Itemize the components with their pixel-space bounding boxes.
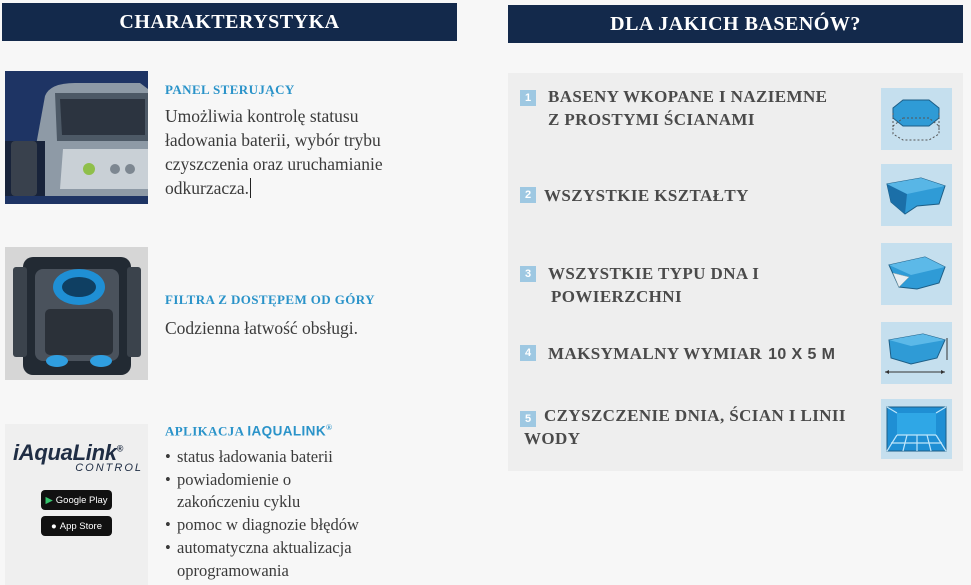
pool-label-bottom-types: WSZYSTKIE TYPU DNA I POWIERZCHNI — [548, 264, 760, 306]
apple-icon: ● — [51, 520, 57, 532]
freeform-pool-icon — [881, 164, 952, 226]
pool-number-badge: 2 — [520, 187, 536, 203]
pool-label-max-size: MAKSYMALNY WYMIAR 10 X 5 M — [548, 344, 836, 363]
feature-title-control-panel: PANEL STERUJĄCY — [165, 82, 295, 97]
dimension-pool-icon — [881, 322, 952, 384]
iaqualink-app-image — [5, 424, 148, 585]
google-play-badge[interactable]: ▶ Google Play — [41, 490, 112, 510]
pool-types-header: DLA JAKICH BASENÓW? — [508, 5, 963, 43]
feature-text-control-panel: Umożliwia kontrolę statusu ładowania baterii, wybór trybu czyszczenia oraz uruchamianie odkurzacza. — [165, 106, 383, 198]
play-icon: ▶ — [45, 494, 53, 506]
pool-label-all-shapes: WSZYSTKIE KSZTAŁTY — [544, 186, 749, 205]
list-item: • pomoc w diagnozie błędów — [165, 514, 359, 537]
app-store-badge[interactable]: ● App Store — [41, 516, 112, 536]
pool-number-badge: 1 — [520, 90, 536, 106]
control-panel-image — [5, 71, 148, 204]
list-item: • powiadomienie o — [165, 469, 359, 492]
octagon-pool-icon — [881, 88, 952, 150]
pool-number-badge: 3 — [520, 266, 536, 282]
pool-number-badge: 5 — [520, 411, 536, 427]
list-item-continuation: oprogramowania — [177, 560, 289, 580]
list-item: • automatyczna aktualizacja — [165, 537, 359, 560]
app-features-list — [165, 446, 359, 582]
text-cursor — [250, 178, 251, 198]
list-item: • status ładowania baterii — [165, 446, 359, 469]
sloped-bottom-pool-icon — [881, 243, 952, 305]
characteristics-header: CHARAKTERYSTYKA — [2, 3, 457, 41]
feature-title-filter: FILTRA Z DOSTĘPEM OD GÓRY — [165, 292, 375, 307]
feature-title-app: APLIKACJA IAQUALINK® — [165, 423, 333, 439]
feature-text-filter: Codzienna łatwość obsługi. — [165, 318, 358, 338]
list-item-continuation: zakończeniu cyklu — [177, 492, 301, 512]
pool-label-inground: BASENY WKOPANE I NAZIEMNE Z PROSTYMI ŚCIANAMI — [548, 87, 828, 129]
pool-types-panel — [508, 73, 963, 471]
max-dimension-value: 10 X 5 M — [768, 346, 836, 363]
pool-number-badge: 4 — [520, 345, 536, 361]
pool-surfaces-icon — [881, 399, 952, 459]
iaqualink-logo: iAquaLink® CONTROL — [13, 440, 143, 474]
top-filter-image — [5, 247, 148, 380]
pool-label-cleaning-areas: CZYSZCZENIE DNIA, ŚCIAN I LINII WODY — [524, 406, 846, 448]
